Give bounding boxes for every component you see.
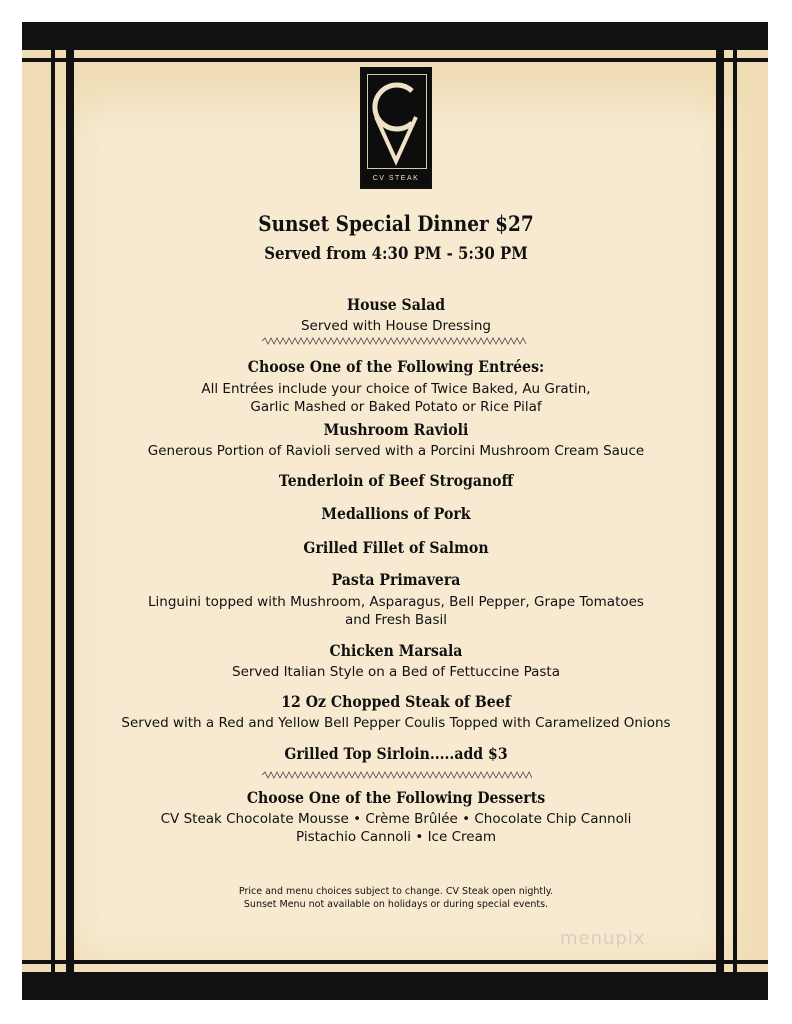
desserts-line-1: CV Steak Chocolate Mousse • Crème Brûlée • Chocolate Chip Cannoli: [160, 811, 632, 827]
desserts-heading: Choose One of the Following Desserts: [246, 788, 546, 807]
entree-name: 12 Oz Chopped Steak of Beef: [281, 692, 511, 711]
entree-name: Grilled Top Sirloin.....add $3: [284, 744, 508, 763]
entrees-heading: Choose One of the Following Entrées:: [247, 357, 545, 376]
entree-desc: Generous Portion of Ravioli served with a Porcini Mushroom Cream Sauce: [147, 443, 645, 459]
entree-desc: Served with a Red and Yellow Bell Pepper Coulis Topped with Caramelized Onions: [121, 715, 671, 731]
entree-desc-cont: and Fresh Basil: [345, 612, 447, 628]
cv-monogram-icon: [368, 77, 424, 167]
entrees-note-1: All Entrées include your choice of Twice Baked, Au Gratin,: [201, 381, 591, 397]
top-rule: [22, 58, 768, 62]
entree-name: Pasta Primavera: [331, 570, 461, 589]
top-border: [22, 22, 768, 50]
entree-name: Chicken Marsala: [329, 641, 463, 660]
served-hours: Served from 4:30 PM - 5:30 PM: [264, 244, 528, 264]
entree-name: Grilled Fillet of Salmon: [303, 538, 489, 557]
entree-name: Medallions of Pork: [321, 504, 471, 523]
menu-title: Sunset Special Dinner $27: [258, 211, 534, 236]
entree-name: Tenderloin of Beef Stroganoff: [278, 471, 514, 490]
salad-title: House Salad: [346, 295, 446, 314]
desserts-line-2: Pistachio Cannoli • Ice Cream: [295, 829, 496, 845]
entree-desc: Linguini topped with Mushroom, Asparagus, Bell Pepper, Grape Tomatoes: [148, 594, 644, 610]
cv-steak-logo: [360, 67, 432, 189]
footer-note-1: Price and menu choices subject to change. CV Steak open nightly.: [238, 886, 554, 897]
entree-desc: Served Italian Style on a Bed of Fettuccine Pasta: [232, 664, 560, 680]
entrees-note-2: Garlic Mashed or Baked Potato or Rice Pilaf: [250, 399, 542, 415]
divider-wave: [262, 771, 532, 779]
salad-desc: Served with House Dressing: [300, 318, 491, 334]
footer-note-2: Sunset Menu not available on holidays or during special events.: [243, 899, 549, 910]
entree-name: Mushroom Ravioli: [323, 420, 469, 439]
watermark: menupix: [560, 928, 646, 949]
bottom-rule: [22, 960, 768, 964]
logo-brand-text: CV STEAK: [372, 175, 420, 182]
bottom-border: [22, 972, 768, 1000]
divider-wave: [262, 337, 532, 345]
